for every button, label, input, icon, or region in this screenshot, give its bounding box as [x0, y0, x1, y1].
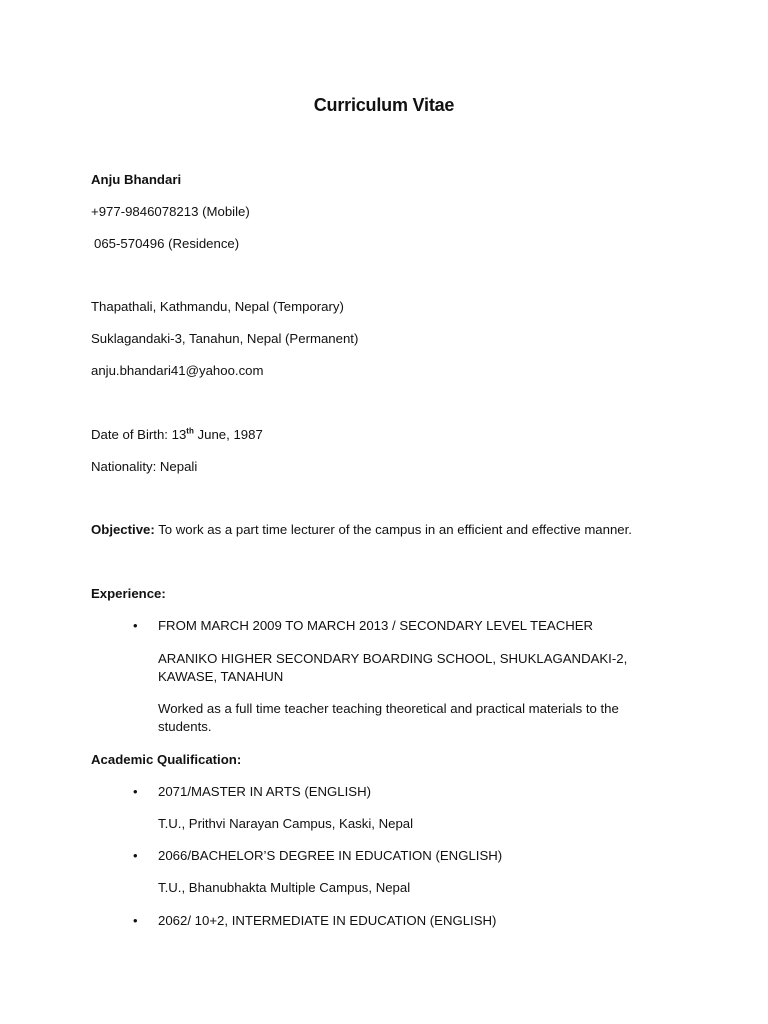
- dob-label: Date of Birth: 13: [91, 427, 187, 442]
- bullet-icon: •: [133, 848, 138, 863]
- bullet-icon: •: [133, 913, 138, 928]
- academic-heading: Academic Qualification:: [91, 752, 242, 767]
- degree-item: 2066/BACHELOR’S DEGREE IN EDUCATION (ENGLISH): [158, 848, 503, 863]
- applicant-name: Anju Bhandari: [91, 172, 182, 187]
- experience-heading: Experience:: [91, 586, 166, 601]
- dob-rest: June, 1987: [193, 427, 263, 442]
- institution-item: T.U., Bhanubhakta Multiple Campus, Nepal: [158, 880, 411, 895]
- objective-text: To work as a part time lecturer of the campus in an efficient and effective manner.: [154, 522, 632, 537]
- nationality: Nationality: Nepali: [91, 459, 198, 474]
- bullet-icon: •: [133, 618, 138, 633]
- objective-label: Objective:: [91, 522, 155, 537]
- degree-item: 2071/MASTER IN ARTS (ENGLISH): [158, 784, 372, 799]
- permanent-address: Suklagandaki-3, Tanahun, Nepal (Permanent): [91, 331, 359, 346]
- residence-number: 065-570496 (Residence): [94, 236, 240, 251]
- experience-description: Worked as a full time teacher teaching theoretical and practical materials to the students.: [158, 701, 619, 734]
- degree-item: 2062/ 10+2, INTERMEDIATE IN EDUCATION (ENGLISH): [158, 913, 497, 928]
- document-title: Curriculum Vitae: [313, 95, 455, 115]
- bullet-icon: •: [133, 784, 138, 799]
- experience-school: ARANIKO HIGHER SECONDARY BOARDING SCHOOL, SHUKLAGANDAKI-2, KAWASE, TANAHUN: [158, 651, 628, 684]
- date-of-birth: [91, 426, 263, 444]
- dob-superscript: th: [186, 426, 194, 436]
- experience-period: FROM MARCH 2009 TO MARCH 2013 / SECONDARY LEVEL TEACHER: [158, 618, 594, 633]
- email-address: anju.bhandari41@yahoo.com: [91, 363, 264, 378]
- institution-item: T.U., Prithvi Narayan Campus, Kaski, Nepal: [158, 816, 414, 831]
- objective-section: [91, 521, 632, 539]
- temporary-address: Thapathali, Kathmandu, Nepal (Temporary): [91, 299, 344, 314]
- mobile-number: +977-9846078213 (Mobile): [91, 204, 250, 219]
